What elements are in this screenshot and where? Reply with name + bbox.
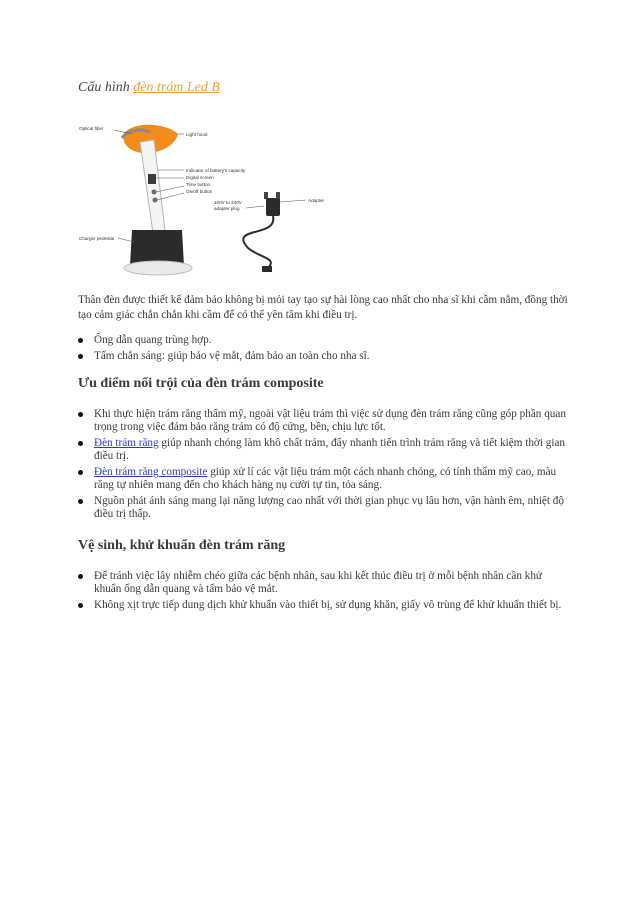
label-adapter: Adapter bbox=[308, 198, 325, 203]
list-item-text: giúp xử lí các vật liệu trám một cách nhanh chóng, có tính thẩm mỹ cao, màu răng tự nhiên mang đến cho khách hàng nụ cười tự tin, tỏa sáng. bbox=[94, 466, 557, 491]
label-charger-pedestal: Charger pedestal bbox=[79, 236, 115, 241]
charger-pedestal-base bbox=[124, 261, 192, 275]
list-item: Ống dẫn quang trùng hợp. bbox=[78, 334, 568, 347]
label-optical-fiber: Optical fiber bbox=[79, 126, 104, 131]
list-item bbox=[78, 495, 568, 521]
list-item: Không xịt trực tiếp dung dịch khử khuẩn vào thiết bị, sử dụng khăn, giấy vô trùng để khử khuẩn thiết bị. bbox=[78, 599, 568, 612]
den-tram-rang-composite-link[interactable]: Đèn trám răng composite bbox=[94, 466, 208, 478]
title-prefix: Cấu hình bbox=[78, 80, 134, 95]
features-list bbox=[78, 334, 568, 366]
section-heading-advantages: Ưu điểm nổi trội của đèn trám composite bbox=[78, 376, 324, 391]
curing-light-illustration bbox=[78, 118, 340, 280]
label-light-hood: Light hood bbox=[186, 132, 208, 137]
label-adapter-plug-line1: 100V to 240V bbox=[214, 200, 242, 205]
adapter-shape bbox=[266, 198, 280, 216]
list-item-text: giúp nhanh chóng làm khô chất trám, đẩy nhanh tiến trình trám răng và tiết kiệm thời gian điều trị. bbox=[94, 437, 566, 462]
list-item bbox=[78, 408, 568, 434]
label-onoff-button: On/off button bbox=[186, 189, 213, 194]
list-item: Để tránh việc lây nhiễm chéo giữa các bệnh nhân, sau khi kết thúc điều trị ở mỗi bệnh nhân cần khử khuẩn ống dẫn quang và tấm bảo vệ mắt. bbox=[78, 570, 568, 596]
list-item bbox=[78, 437, 568, 463]
list-item bbox=[78, 466, 568, 492]
digital-screen-shape bbox=[148, 174, 156, 184]
list-item-text: Khi thực hiện trám răng thẩm mỹ, ngoài vật liệu trám thì việc sử dụng đèn trám răng cũng góp phần quan trọng trong việc đảm bảo răng trám có độ cứng, bền, chịu lực tốt. bbox=[94, 408, 566, 433]
label-adapter-plug-line2: adapter plug bbox=[214, 206, 240, 211]
title-link[interactable]: đèn trám Led B bbox=[133, 80, 220, 95]
list-item-text: Nguồn phát ánh sáng mang lại năng lượng cao nhất với thời gian phục vụ lâu hơn, vận hành êm, nhiệt độ điều trị thấp. bbox=[94, 495, 564, 520]
intro-paragraph: Thân đèn được thiết kế đảm bảo không bị mỏi tay tạo sự hài lòng cao nhất cho nha sĩ khi cầm nắm, đồng thời tạo cảm giác chắn chắn khi cầm để có thể yên tâm khi điều trị. bbox=[78, 294, 568, 321]
list-item: Tấm chắn sáng: giúp bảo vệ mắt, đảm bảo an toàn cho nha sĩ. bbox=[78, 350, 568, 363]
label-indicator: Indicator of battery's capacity bbox=[186, 168, 246, 173]
page-title bbox=[78, 80, 220, 96]
hygiene-list bbox=[78, 570, 568, 615]
advantages-list bbox=[78, 408, 568, 524]
adapter-cable bbox=[243, 216, 273, 268]
label-time-button: Time button bbox=[186, 182, 211, 187]
onoff-button-shape bbox=[153, 198, 158, 203]
time-button-shape bbox=[152, 190, 157, 195]
den-tram-rang-link[interactable]: Đèn trám răng bbox=[94, 437, 159, 449]
label-digital-screen: Digital screen bbox=[186, 175, 214, 180]
product-figure bbox=[78, 118, 340, 280]
section-heading-hygiene: Vệ sinh, khử khuẩn đèn trám răng bbox=[78, 538, 286, 553]
